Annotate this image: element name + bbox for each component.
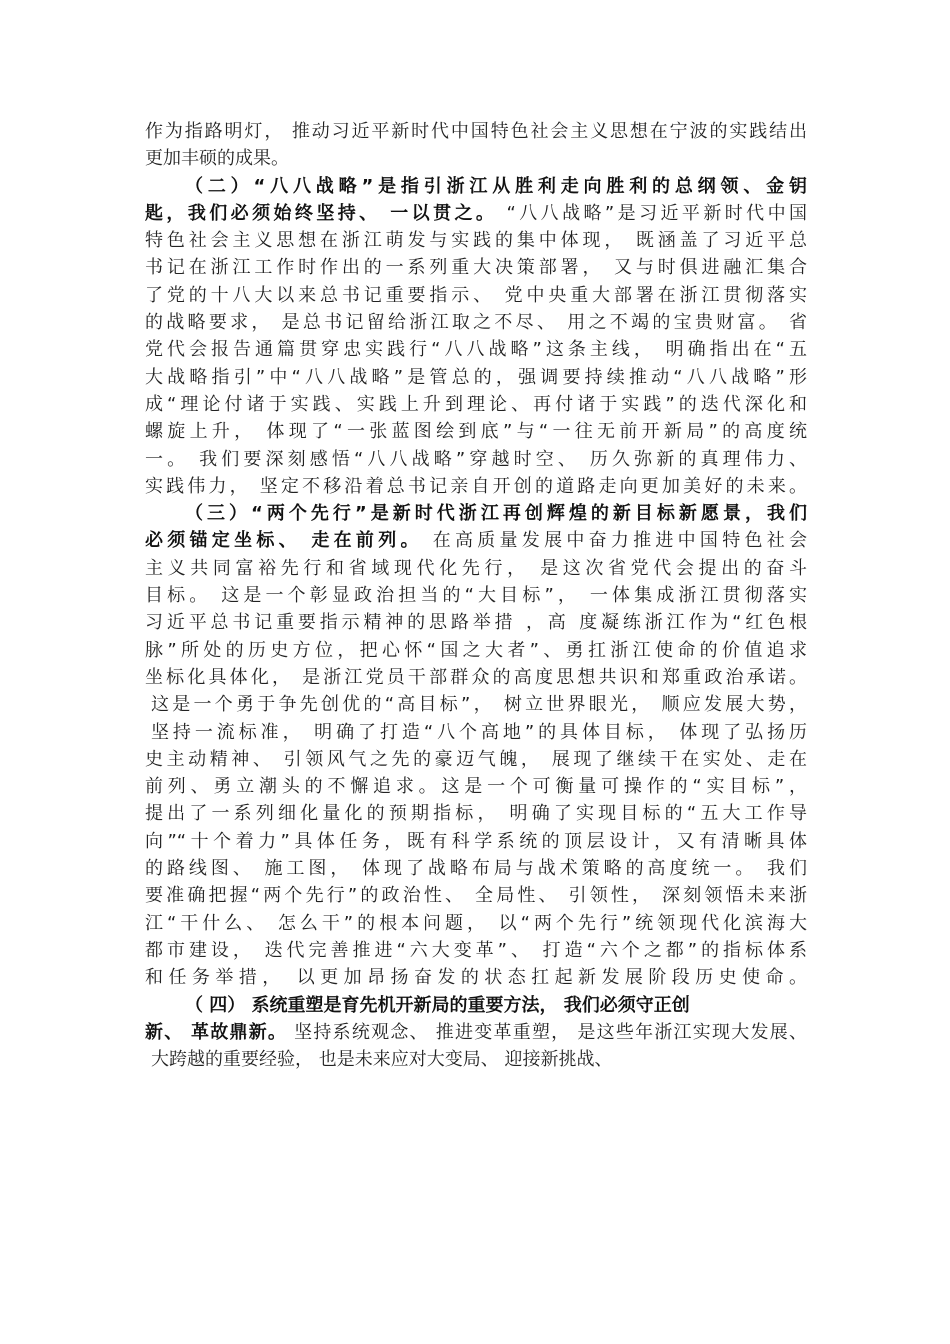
heading-text: （二）“八八战略”是指引浙江从胜利走向胜利的总纲领、金钥 <box>185 175 807 197</box>
body-text: 作为指路明灯， 推动习近平新时代中国特色社会主义思想在宁波的实践结出 <box>145 121 807 142</box>
text-line <box>145 691 807 718</box>
text-line <box>145 719 807 746</box>
body-text: 党代会报告通篇贯穿忠实践行“八八战略”这条主线， 明确指出在“五 <box>145 339 807 361</box>
text-line <box>145 828 807 855</box>
text-line <box>145 254 807 281</box>
text-line <box>145 910 807 937</box>
text-line <box>145 200 807 227</box>
body-text: “八八战略”是习近平新时代中国 <box>506 202 807 224</box>
body-text: 大战略指引”中“八八战略”是管总的，强调要持续推动“八八战略”形 <box>145 366 807 388</box>
body-text: 习近平总书记重要指示精神的思路举措 ，高 度凝练浙江作为“红色根 <box>145 612 807 634</box>
body-text: 的路线图、 施工图， 体现了战略布局与战术策略的高度统一。 我们 <box>145 858 807 880</box>
body-text: 成“理论付诸于实践、实践上升到理论、再付诸于实践”的迭代深化和 <box>145 393 807 415</box>
text-line <box>145 773 807 800</box>
body-text: 了党的十八大以来总书记重要指示、 党中央重大部署在浙江贯彻落实 <box>145 284 807 306</box>
section-heading-2 <box>145 173 807 200</box>
body-text: 一。 我们要深刻感悟“八八战略”穿越时空、 历久弥新的真理伟力、 <box>145 448 807 470</box>
body-text: 螺旋上升， 体现了“一张蓝图绘到底”与“一往无前开新局”的高度统 <box>145 421 807 443</box>
heading-text: （ 四） 系统重塑是育先机开新局的重要方法， 我们必须守正创 <box>185 994 690 1016</box>
text-line <box>145 527 807 554</box>
text-line <box>145 582 807 609</box>
heading-text: （三）“两个先行”是新时代浙江再创辉煌的新目标新愿景，我们 <box>185 503 807 525</box>
body-text: 要准确把握“两个先行”的政治性、 全局性、 引领性， 深刻领悟未来浙 <box>145 885 807 907</box>
text-line <box>145 937 807 964</box>
text-line <box>145 964 807 991</box>
body-text: 都市建设， 迭代完善推进“六大变革”、 打造“六个之都”的指标体系 <box>145 939 807 961</box>
text-line <box>145 118 807 145</box>
text-line <box>145 637 807 664</box>
body-text: 主义共同富裕先行和省域现代化先行， 是这次省党代会提出的奋斗 <box>145 557 807 579</box>
text-line <box>145 609 807 636</box>
body-text: 大跨越的重要经验， 也是未来应对大变局、 迎接新挑战、 <box>151 1049 613 1071</box>
text-line <box>145 145 807 172</box>
text-line <box>145 1046 807 1073</box>
text-line <box>145 309 807 336</box>
heading-text: 必须锚定坐标、 走在前列。 <box>145 530 423 552</box>
text-line <box>145 227 807 254</box>
body-text: 坐标化具体化， 是浙江党员干部群众的高度思想共识和郑重政治承诺。 <box>145 666 807 688</box>
text-line <box>145 446 807 473</box>
document-page <box>145 118 807 1073</box>
section-heading-4 <box>145 992 807 1019</box>
body-text: 前列、勇立潮头的不懈追求。这是一个可衡量可操作的“实目标”， <box>145 776 807 798</box>
text-line <box>145 746 807 773</box>
section-heading-3 <box>145 500 807 527</box>
body-text: 书记在浙江工作时作出的一系列重大决策部署， 又与时俱进融汇集合 <box>145 257 807 279</box>
body-text: 特色社会主义思想在浙江萌发与实践的集中体现， 既涵盖了习近平总 <box>145 230 807 252</box>
text-line <box>145 282 807 309</box>
text-line <box>145 418 807 445</box>
body-text: 这是一个勇于争先创优的“高目标”， 树立世界眼光， 顺应发展大势， <box>151 694 807 716</box>
text-line <box>145 800 807 827</box>
body-text: 坚持系统观念、 推进变革重塑， 是这些年浙江实现大发展、 <box>294 1021 807 1043</box>
body-text: 江“干什么、 怎么干”的根本问题， 以“两个先行”统领现代化滨海大 <box>145 912 807 934</box>
body-text: 和任务举措， 以更加昂扬奋发的状态扛起新发展阶段历史使命。 <box>145 967 807 989</box>
body-text: 的战略要求， 是总书记留给浙江取之不尽、 用之不竭的宝贵财富。 省 <box>145 312 807 334</box>
body-text: 在高质量发展中奋力推进中国特色社会 <box>432 530 807 552</box>
body-text: 向”“十个着力”具体任务，既有科学系统的顶层设计，又有清晰具体 <box>145 830 807 852</box>
body-text: 目标。 这是一个彰显政治担当的“大目标”， 一体集成浙江贯彻落实 <box>145 585 807 607</box>
text-line <box>145 364 807 391</box>
text-line <box>145 855 807 882</box>
text-line <box>145 391 807 418</box>
text-line <box>145 1019 807 1046</box>
heading-text: 匙，我们必须始终坚持、 一以贯之。 <box>145 202 498 224</box>
text-line <box>145 473 807 500</box>
body-text: 实践伟力， 坚定不移沿着总书记亲自开创的道路走向更加美好的未来。 <box>145 475 807 497</box>
body-text: 提出了一系列细化量化的预期指标， 明确了实现目标的“五大工作导 <box>145 803 807 825</box>
text-line <box>145 555 807 582</box>
text-line <box>145 336 807 363</box>
text-line <box>145 882 807 909</box>
body-text: 坚持一流标准， 明确了打造“八个高地”的具体目标， 体现了弘扬历 <box>151 721 807 743</box>
body-text: 更加丰硕的成果。 <box>145 148 289 170</box>
heading-text: 新、 革故鼎新。 <box>145 1021 288 1043</box>
body-text: 脉”所处的历史方位，把心怀“国之大者”、勇扛浙江使命的价值追求 <box>145 639 807 661</box>
body-text: 史主动精神、 引领风气之先的豪迈气魄， 展现了继续干在实处、走在 <box>145 748 807 770</box>
text-line <box>145 664 807 691</box>
